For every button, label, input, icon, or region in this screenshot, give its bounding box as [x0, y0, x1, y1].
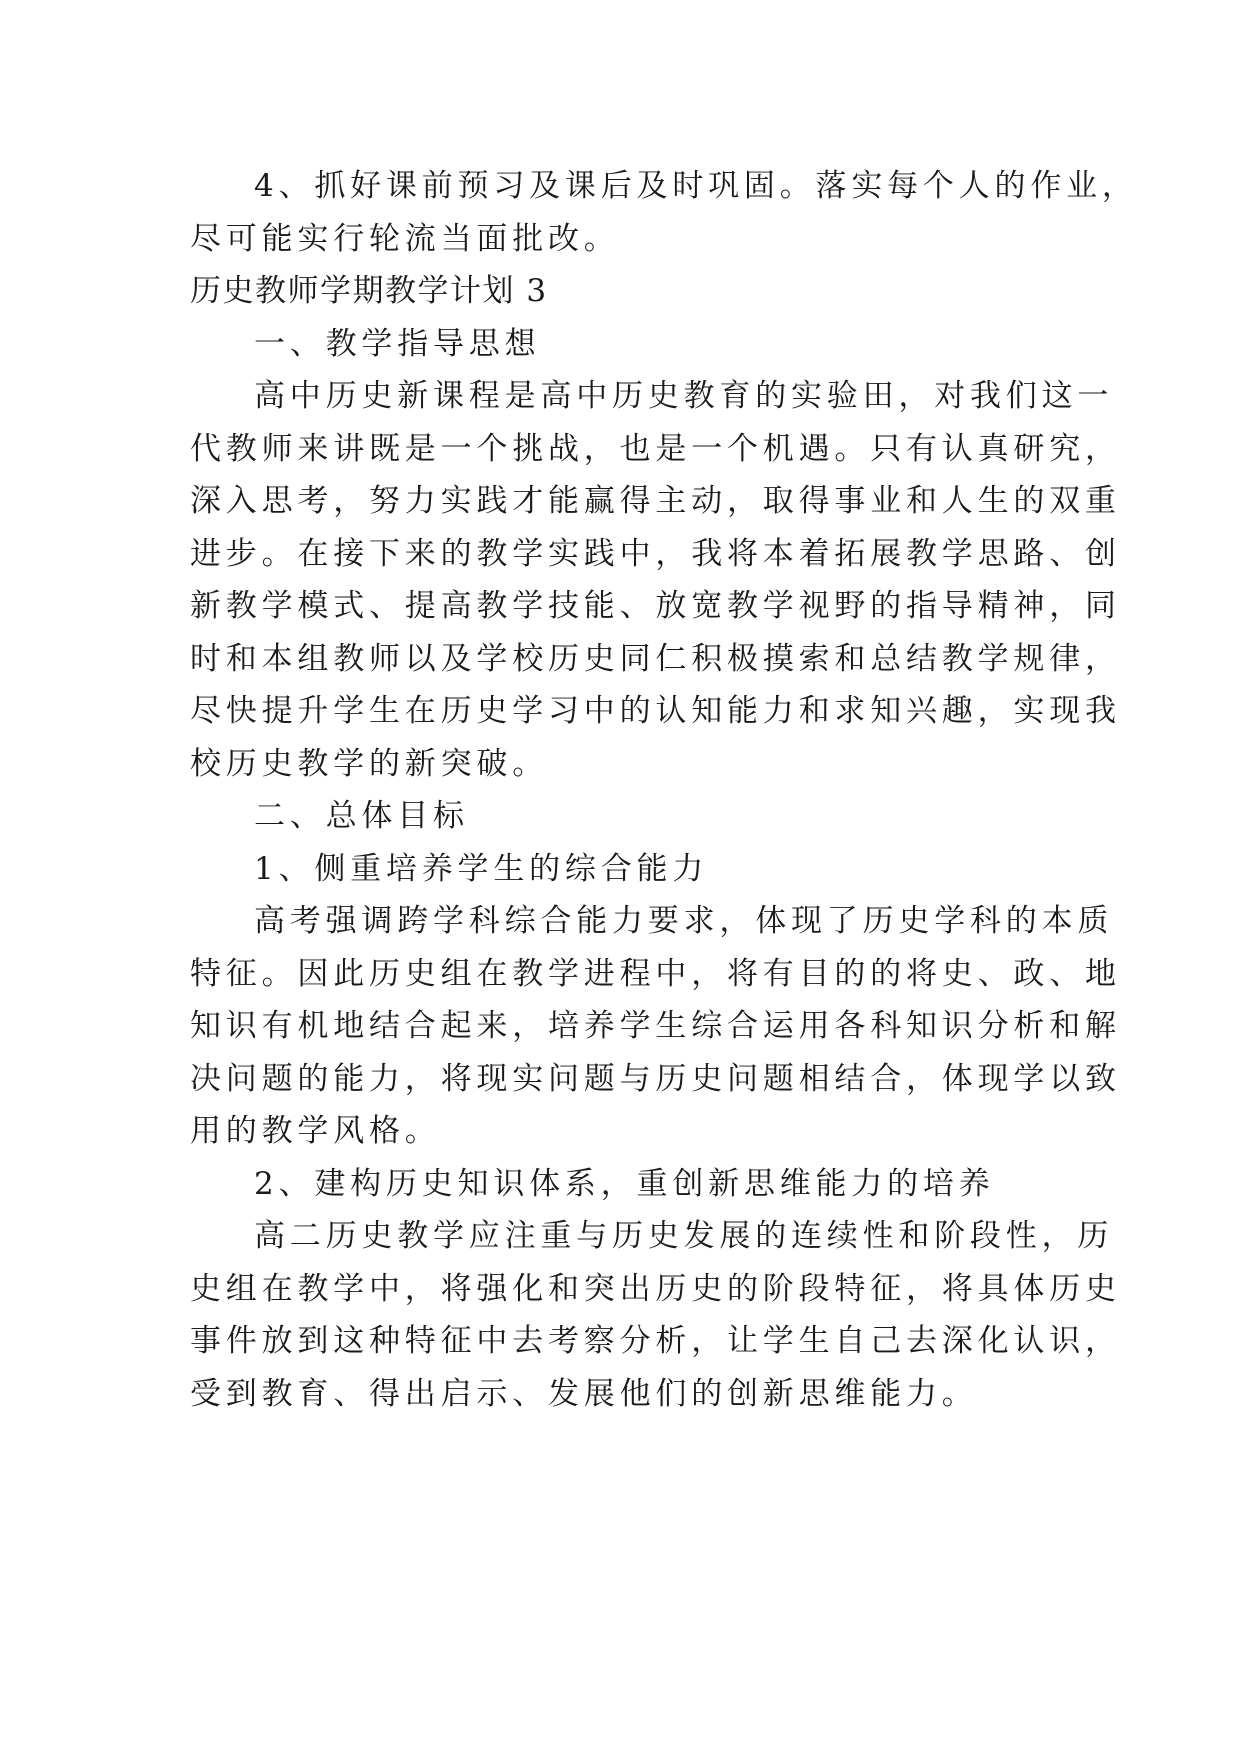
- paragraph-line: 深入思考，努力实践才能赢得主动，取得事业和人生的双重: [190, 483, 1121, 519]
- paragraph-line: 时和本组教师以及学校历史同仁积极摸索和总结教学规律，: [190, 640, 1121, 677]
- paragraph-line: 特征。因此历史组在教学进程中，将有目的的将史、政、地: [190, 955, 1121, 992]
- paragraph-line: 受到教育、得出启示、发展他们的创新思维能力。: [190, 1375, 978, 1412]
- paragraph-line: 尽快提升学生在历史学习中的认知能力和求知兴趣，实现我: [190, 693, 1121, 729]
- paragraph-line: 高考强调跨学科综合能力要求，体现了历史学科的本质: [254, 903, 1114, 939]
- paragraph-line: 决问题的能力，将现实问题与历史问题相结合，体现学以致: [190, 1060, 1121, 1097]
- paragraph-line: 尽可能实行轮流当面批改。: [190, 220, 620, 257]
- heading-teaching-guideline: 一、教学指导思想: [254, 325, 541, 362]
- paragraph-line: 高二历史教学应注重与历史发展的连续性和阶段性，历: [254, 1218, 1114, 1254]
- paragraph-line: 校历史教学的新突破。: [190, 745, 548, 782]
- section-title: 历史教师学期教学计划 3: [190, 273, 548, 309]
- paragraph-line: 进步。在接下来的教学实践中，我将本着拓展教学思路、创: [190, 535, 1121, 572]
- subheading-knowledge-system: 2、建构历史知识体系，重创新思维能力的培养: [254, 1165, 995, 1202]
- paragraph-line: 事件放到这种特征中去考察分析，让学生自己去深化认识，: [190, 1323, 1121, 1359]
- document-body: [190, 160, 1138, 1420]
- paragraph-line: 新教学模式、提高教学技能、放宽教学视野的指导精神，同: [190, 588, 1121, 624]
- paragraph-line: 知识有机地结合起来，培养学生综合运用各科知识分析和解: [190, 1008, 1121, 1044]
- paragraph-line: 高中历史新课程是高中历史教育的实验田，对我们这一: [254, 378, 1114, 414]
- paragraph-line: 代教师来讲既是一个挑战，也是一个机遇。只有认真研究，: [190, 430, 1121, 467]
- heading-overall-goals: 二、总体目标: [254, 798, 469, 834]
- paragraph-line: 用的教学风格。: [190, 1113, 441, 1149]
- paragraph-line: 史组在教学中，将强化和突出历史的阶段特征，将具体历史: [190, 1270, 1121, 1307]
- subheading-comprehensive-ability: 1、侧重培养学生的综合能力: [254, 850, 709, 887]
- paragraph-line-item-4: 4、抓好课前预习及课后及时巩固。落实每个人的作业，: [254, 168, 1138, 204]
